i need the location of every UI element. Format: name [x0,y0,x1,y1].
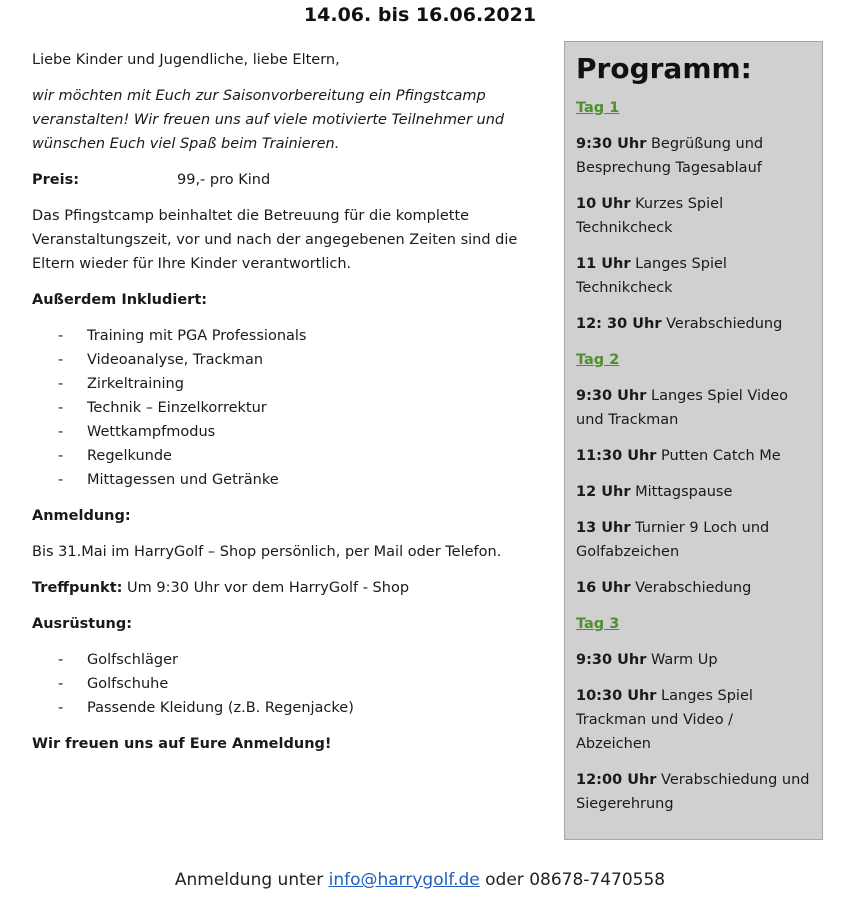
entry-time: 12:00 Uhr [576,772,657,788]
bullet-dash: - [58,400,64,416]
main-content [32,48,537,756]
entry-time: 9:30 Uhr [576,652,647,668]
bullet-dash: - [58,352,64,368]
list-item-text: Regelkunde [87,448,172,464]
bullet-dash: - [58,676,64,692]
list-item-text: Videoanalyse, Trackman [87,352,264,368]
price-row [32,168,537,192]
intro-line-3: wünschen Euch viel Spaß beim Trainieren. [32,136,340,152]
greeting: Liebe Kinder und Jugendliche, liebe Eltern, [32,52,340,68]
list-item [32,468,537,492]
entry-time: 12 Uhr [576,484,631,500]
list-item-text: Mittagessen und Getränke [87,472,279,488]
list-item [32,372,537,396]
bullet-dash: - [58,376,64,392]
bullet-dash: - [58,424,64,440]
registration-heading: Anmeldung: [32,508,131,524]
program-entry: 11 Uhr Langes Spiel Technikcheck [576,256,727,296]
bullet-dash: - [58,472,64,488]
list-item [32,672,537,696]
care-line-3: Eltern wieder für Ihre Kinder verantwortlich. [32,256,352,272]
list-item-text: Golfschuhe [87,676,169,692]
bullet-dash: - [58,448,64,464]
program-title: Programm: [576,52,752,85]
program-sidebar [564,41,823,840]
intro-text [32,84,537,156]
list-item-text: Passende Kleidung (z.B. Regenjacke) [87,700,354,716]
list-item-text: Zirkeltraining [87,376,184,392]
meeting-label: Treffpunkt: [32,580,123,596]
program-entry: 12:00 Uhr Verabschiedung und Siegerehrung [576,772,810,812]
entry-time: 11 Uhr [576,256,631,272]
bullet-dash: - [58,328,64,344]
intro-line-2: veranstalten! Wir freuen uns auf viele motivierte Teilnehmer und [32,112,505,128]
entry-time: 16 Uhr [576,580,631,596]
entry-time: 9:30 Uhr [576,388,647,404]
list-item-text: Wettkampfmodus [87,424,216,440]
program-entry: 13 Uhr Turnier 9 Loch und Golfabzeichen [576,520,770,560]
included-heading: Außerdem Inkludiert: [32,292,208,308]
entry-time: 11:30 Uhr [576,448,657,464]
bullet-dash: - [58,652,64,668]
meeting-text: Um 9:30 Uhr vor dem HarryGolf - Shop [122,580,410,596]
meeting-point [32,576,537,600]
list-item-text: Golfschläger [87,652,178,668]
list-item [32,420,537,444]
care-line-2: Veranstaltungszeit, vor und nach der angegebenen Zeiten sind die [32,232,518,248]
list-item-text: Training mit PGA Professionals [87,328,307,344]
program-entry: 9:30 Uhr Langes Spiel Video und Trackman [576,388,789,428]
care-line-1: Das Pfingstcamp beinhaltet die Betreuung für die komplette [32,208,470,224]
equipment-list [32,648,537,720]
equipment-heading: Ausrüstung: [32,616,133,632]
entry-time: 10:30 Uhr [576,688,657,704]
list-item [32,348,537,372]
list-item-text: Technik – Einzelkorrektur [87,400,267,416]
list-item [32,396,537,420]
program-entry: 12 Uhr Mittagspause [576,484,733,500]
program-entry: 12: 30 Uhr Verabschiedung [576,316,783,332]
price-value: 99,- pro Kind [177,172,271,188]
day-1-label: Tag 1 [576,100,620,116]
day-3-label: Tag 3 [576,616,620,632]
date-title: 14.06. bis 16.06.2021 [303,4,537,26]
price-label: Preis: [32,172,80,188]
registration-text: Bis 31.Mai im HarryGolf – Shop persönlich, per Mail oder Telefon. [32,544,502,560]
program-entry: 11:30 Uhr Putten Catch Me [576,448,781,464]
program-entry: 16 Uhr Verabschiedung [576,580,752,596]
entry-time: 10 Uhr [576,196,631,212]
day-2-label: Tag 2 [576,352,620,368]
bullet-dash: - [58,700,64,716]
entry-time: 12: 30 Uhr [576,316,662,332]
included-list [32,324,537,492]
entry-time: 9:30 Uhr [576,136,647,152]
list-item [32,648,537,672]
list-item [32,696,537,720]
entry-time: 13 Uhr [576,520,631,536]
program-entry: 10:30 Uhr Langes Spiel Trackman und Video / Abzeichen [576,688,753,752]
list-item [32,324,537,348]
program-entry: 9:30 Uhr Begrüßung und Besprechung Tagesablauf [576,136,764,176]
intro-line-1: wir möchten mit Euch zur Saisonvorbereitung ein Pfingstcamp [32,88,486,104]
program-entry: 10 Uhr Kurzes Spiel Technikcheck [576,196,724,236]
footer-phone: oder 08678-7470558 [479,870,666,890]
program-entry: 9:30 Uhr Warm Up [576,652,718,668]
list-item [32,444,537,468]
care-text [32,204,537,276]
closing-text: Wir freuen uns auf Eure Anmeldung! [32,736,332,752]
email-link[interactable]: info@harrygolf.de [328,870,480,890]
footer-prefix: Anmeldung unter [174,870,329,890]
footer [0,870,840,890]
